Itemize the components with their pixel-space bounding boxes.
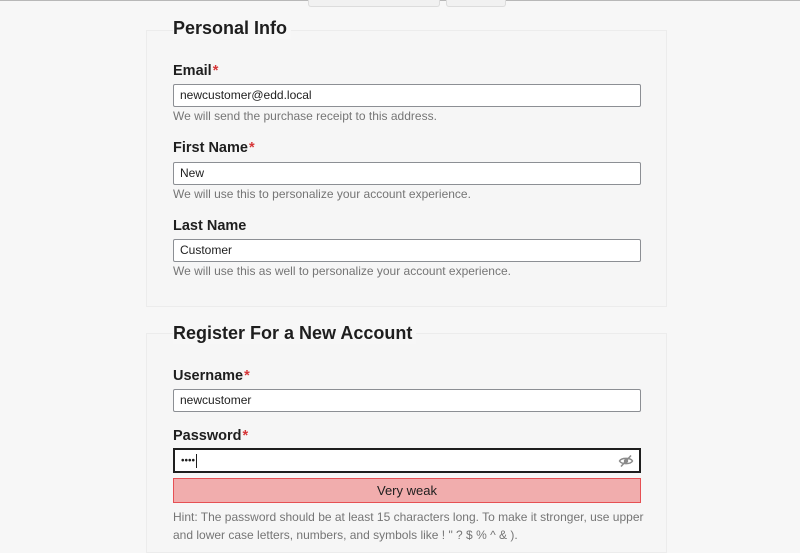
- first-name-field[interactable]: New: [173, 162, 641, 185]
- first-name-description: We will use this to personalize your account experience.: [173, 187, 471, 201]
- required-mark: *: [244, 368, 250, 384]
- last-name-field[interactable]: Customer: [173, 239, 641, 262]
- top-tab[interactable]: [446, 0, 506, 7]
- register-legend: Register For a New Account: [173, 323, 416, 344]
- last-name-label: Last Name: [173, 218, 247, 234]
- text-caret: [196, 454, 197, 468]
- password-masked-value: ••••: [181, 455, 196, 467]
- eye-slash-icon[interactable]: [618, 453, 634, 469]
- username-label: Username*: [173, 368, 250, 384]
- required-mark: *: [242, 428, 249, 444]
- first-name-label: First Name*: [173, 140, 255, 156]
- email-description: We will send the purchase receipt to this address.: [173, 109, 437, 123]
- password-hint: Hint: The password should be at least 15 characters long. To make it stronger, use upper and lower case letters, numbers, and symbols like ! " ? $ % ^ & ).: [173, 510, 644, 542]
- email-field[interactable]: newcustomer@edd.local: [173, 84, 641, 107]
- username-field[interactable]: newcustomer: [173, 389, 641, 412]
- email-label: Email*: [173, 63, 219, 79]
- password-strength-meter: Very weak: [173, 478, 641, 503]
- password-field[interactable]: [173, 448, 641, 473]
- top-tab[interactable]: [308, 0, 440, 7]
- personal-info-legend: Personal Info: [173, 18, 291, 39]
- required-mark: *: [248, 140, 255, 156]
- password-label: Password*: [173, 428, 249, 444]
- last-name-description: We will use this as well to personalize your account experience.: [173, 264, 511, 278]
- required-mark: *: [212, 63, 219, 79]
